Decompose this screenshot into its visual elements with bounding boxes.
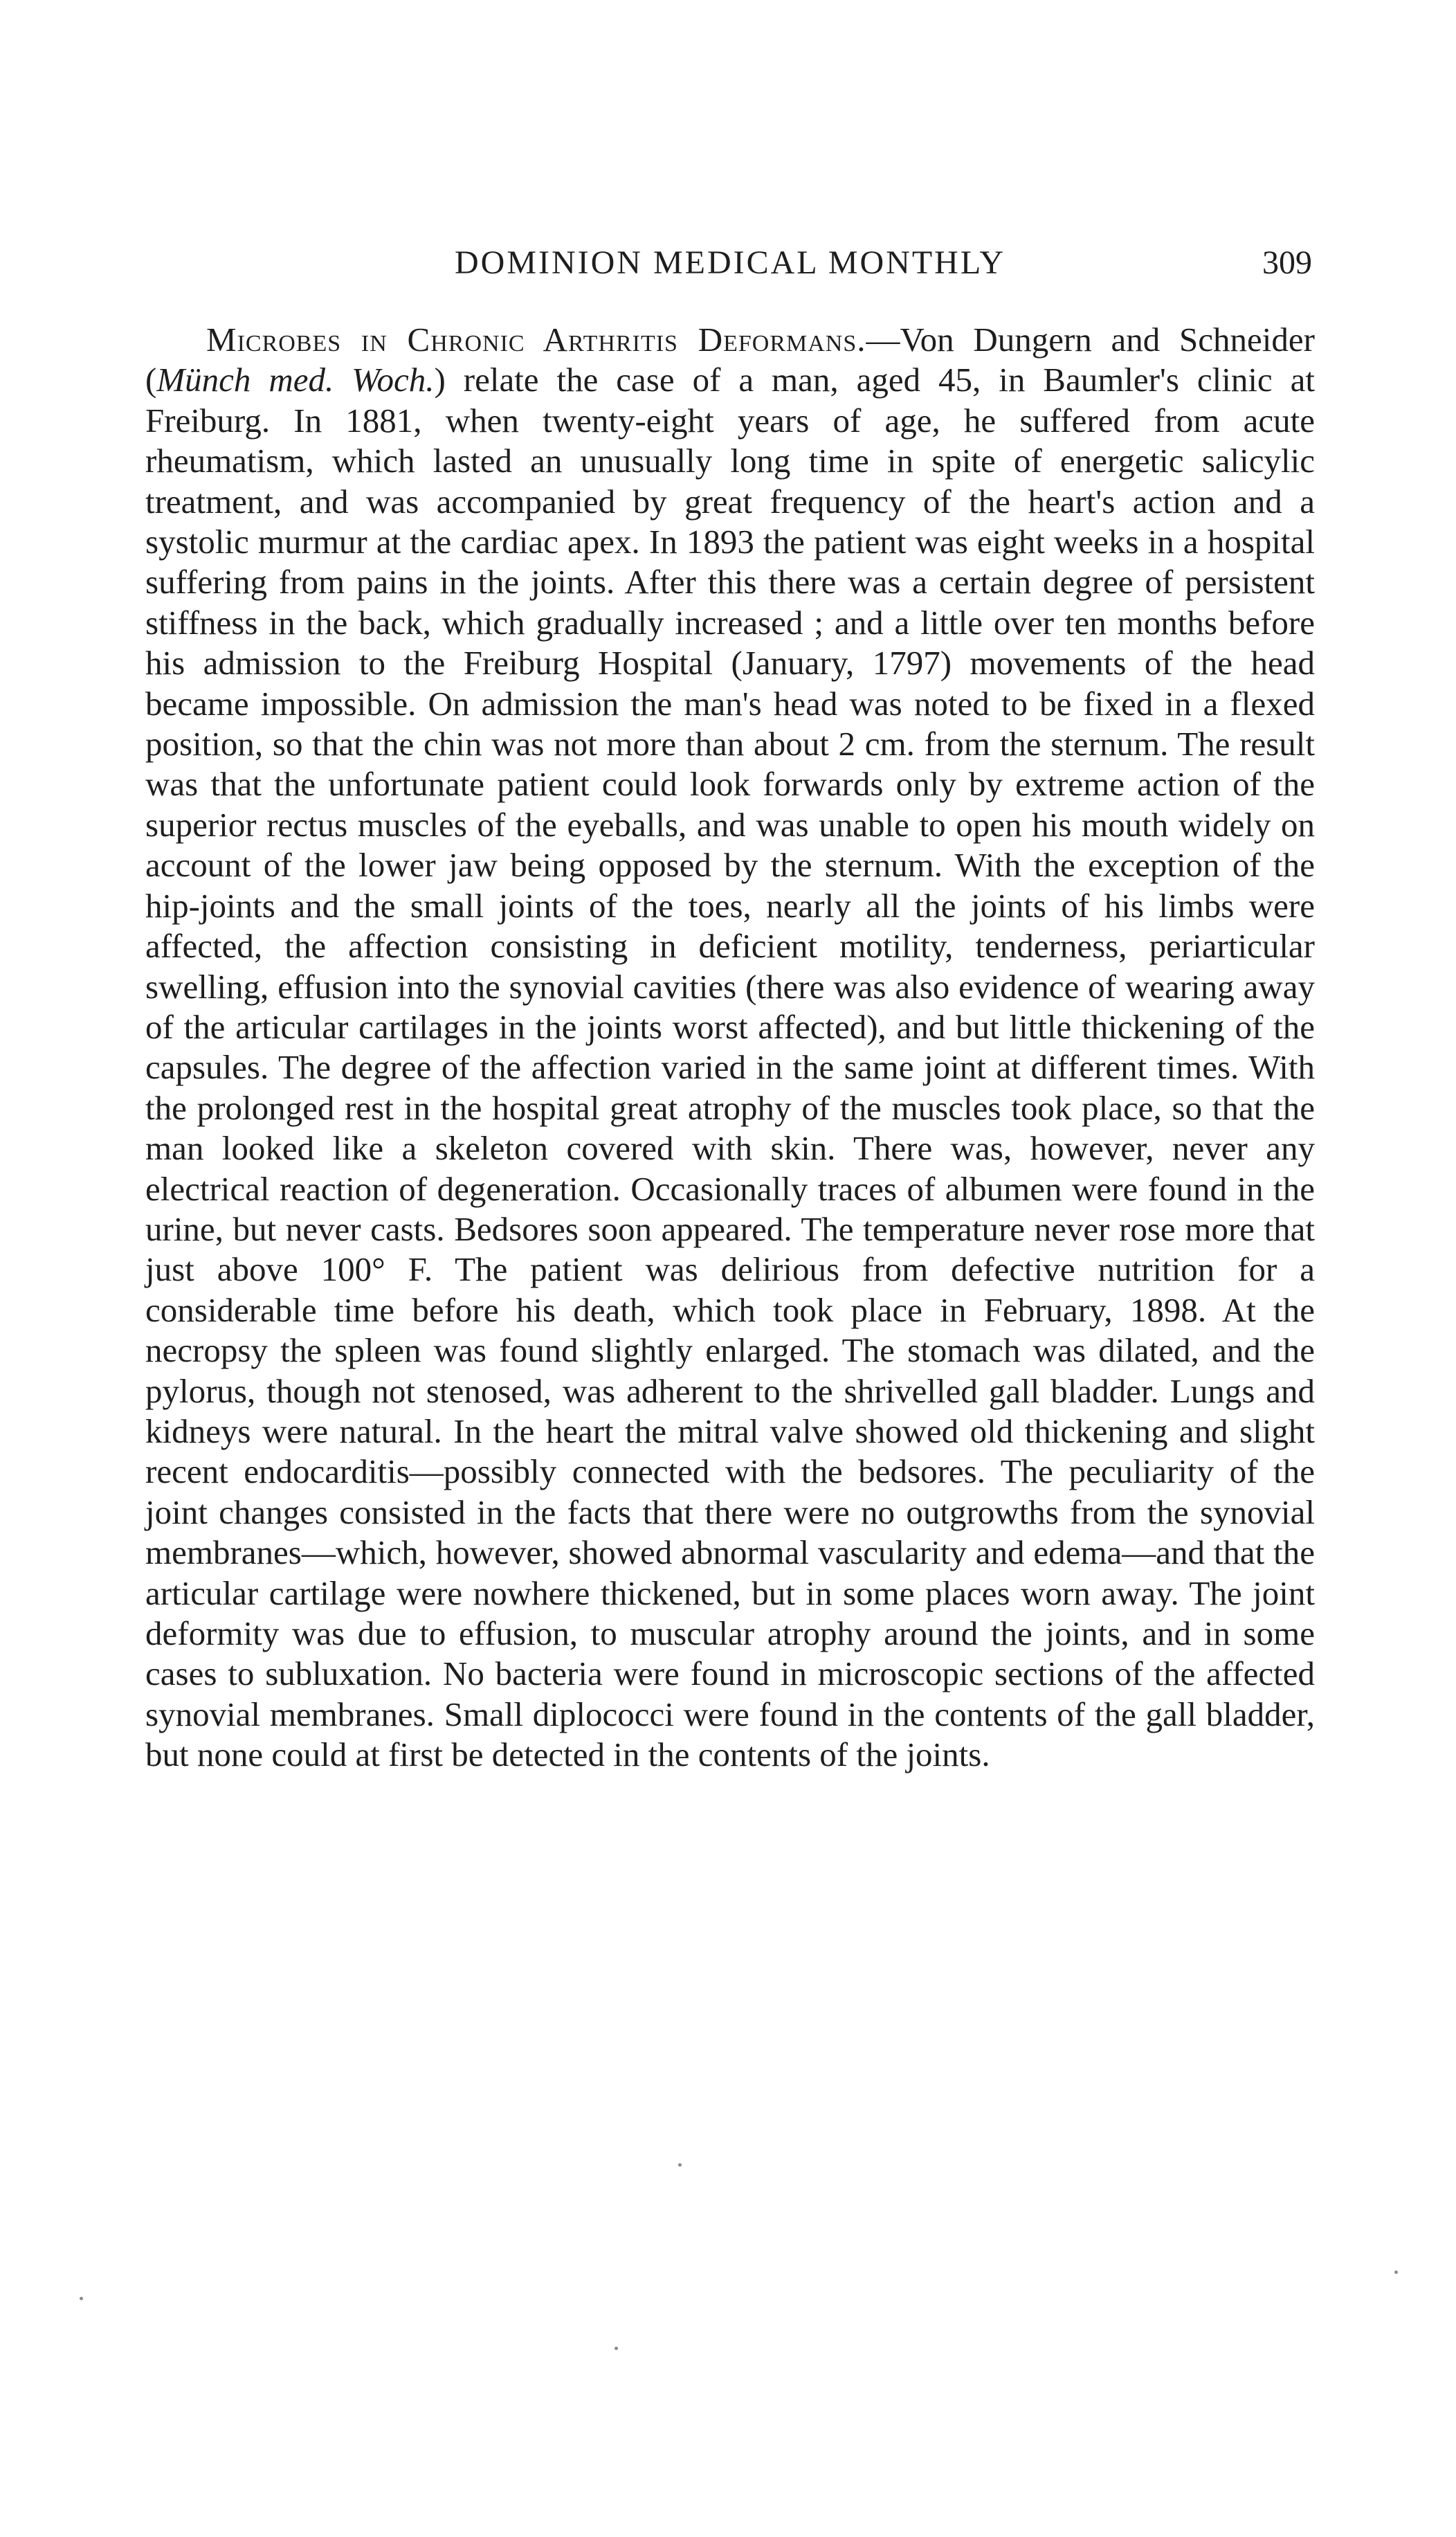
article-authors: Von Dungern and Schneider ( (145, 320, 1315, 399)
article-headline: Microbes in Chronic Arthritis Deformans. (206, 320, 866, 359)
margin-speck (1394, 2270, 1398, 2274)
running-head (145, 235, 1315, 291)
article-paragraph (145, 320, 1315, 1776)
article (145, 320, 1315, 1776)
page-number: 309 (1262, 244, 1312, 281)
margin-speck (678, 2163, 682, 2167)
margin-speck (80, 2297, 83, 2300)
headline-dash: — (866, 320, 900, 359)
margin-speck (615, 2347, 618, 2350)
journal-title: DOMINION MEDICAL MONTHLY (454, 244, 1005, 281)
article-body: ) relate the case of a man, aged 45, in Baumler's clinic at Freiburg. In 1881, when twenty-eight years of age, he suffered from acute rheumatism, which lasted an unusually long time in spite of energetic salicylic treatment, and was accompanied by great frequency of the heart's action and a systolic murmur at the cardiac apex. In 1893 the patient was eight weeks in a hospital suffering from pains in the joints. After this there was a certain degree of persistent stiffness in the back, which gradually increased ; and a little over ten months before his admission to the Freiburg Hospital (January, 1797) movements of the head became impossible. On admission the man's head was noted to be fixed in a flexed position, so that the chin was not more than about 2 cm. from the sternum. The result was that the unfortunate patient could look forwards only by extreme action of the superior rectus muscles of the eyeballs, and was unable to open his mouth widely on account of the lower jaw being opposed by the sternum. With the exception of the hip-joints and the small joints of the toes, nearly all the joints of his limbs were affected, the affection consisting in deficient motility, tenderness, periarticular swelling, effusion into the synovial cavities (there was also evidence of wearing away of the articular cartilages in the joints worst affected), and but little thickening of the capsules. The degree of the affection varied in the same joint at different times. With the prolonged rest in the hospital great atrophy of the muscles took place, so that the man looked like a skeleton covered with skin. There was, however, never any electrical reaction of degeneration. Occasionally traces of albumen were found in the urine, but never casts. Bedsores soon appeared. The temperature never rose more that just above 100° F. The patient was delirious from defective nutrition for a considerable time before his death, which took place in February, 1898. At the necropsy the spleen was found slightly enlarged. The stomach was dilated, and the pylorus, though not stenosed, was adherent to the shrivelled gall bladder. Lungs and kidneys were natural. In the heart the mitral valve showed old thickening and slight recent endocarditis—possibly connected with the bedsores. The peculiarity of the joint changes consisted in the facts that there were no outgrowths from the synovial membranes—which, however, showed abnormal vascularity and edema—and that the articular cartilage were nowhere thickened, but in some places worn away. The joint deformity was due to effusion, to muscular atrophy around the joints, and in some cases to subluxation. No bacteria were found in microscopic sections of the affected synovial membranes. Small diplococci were found in the contents of the gall bladder, but none could at first be detected in the contents of the joints. (145, 361, 1315, 1774)
journal-citation: Münch med. Woch. (156, 361, 435, 399)
